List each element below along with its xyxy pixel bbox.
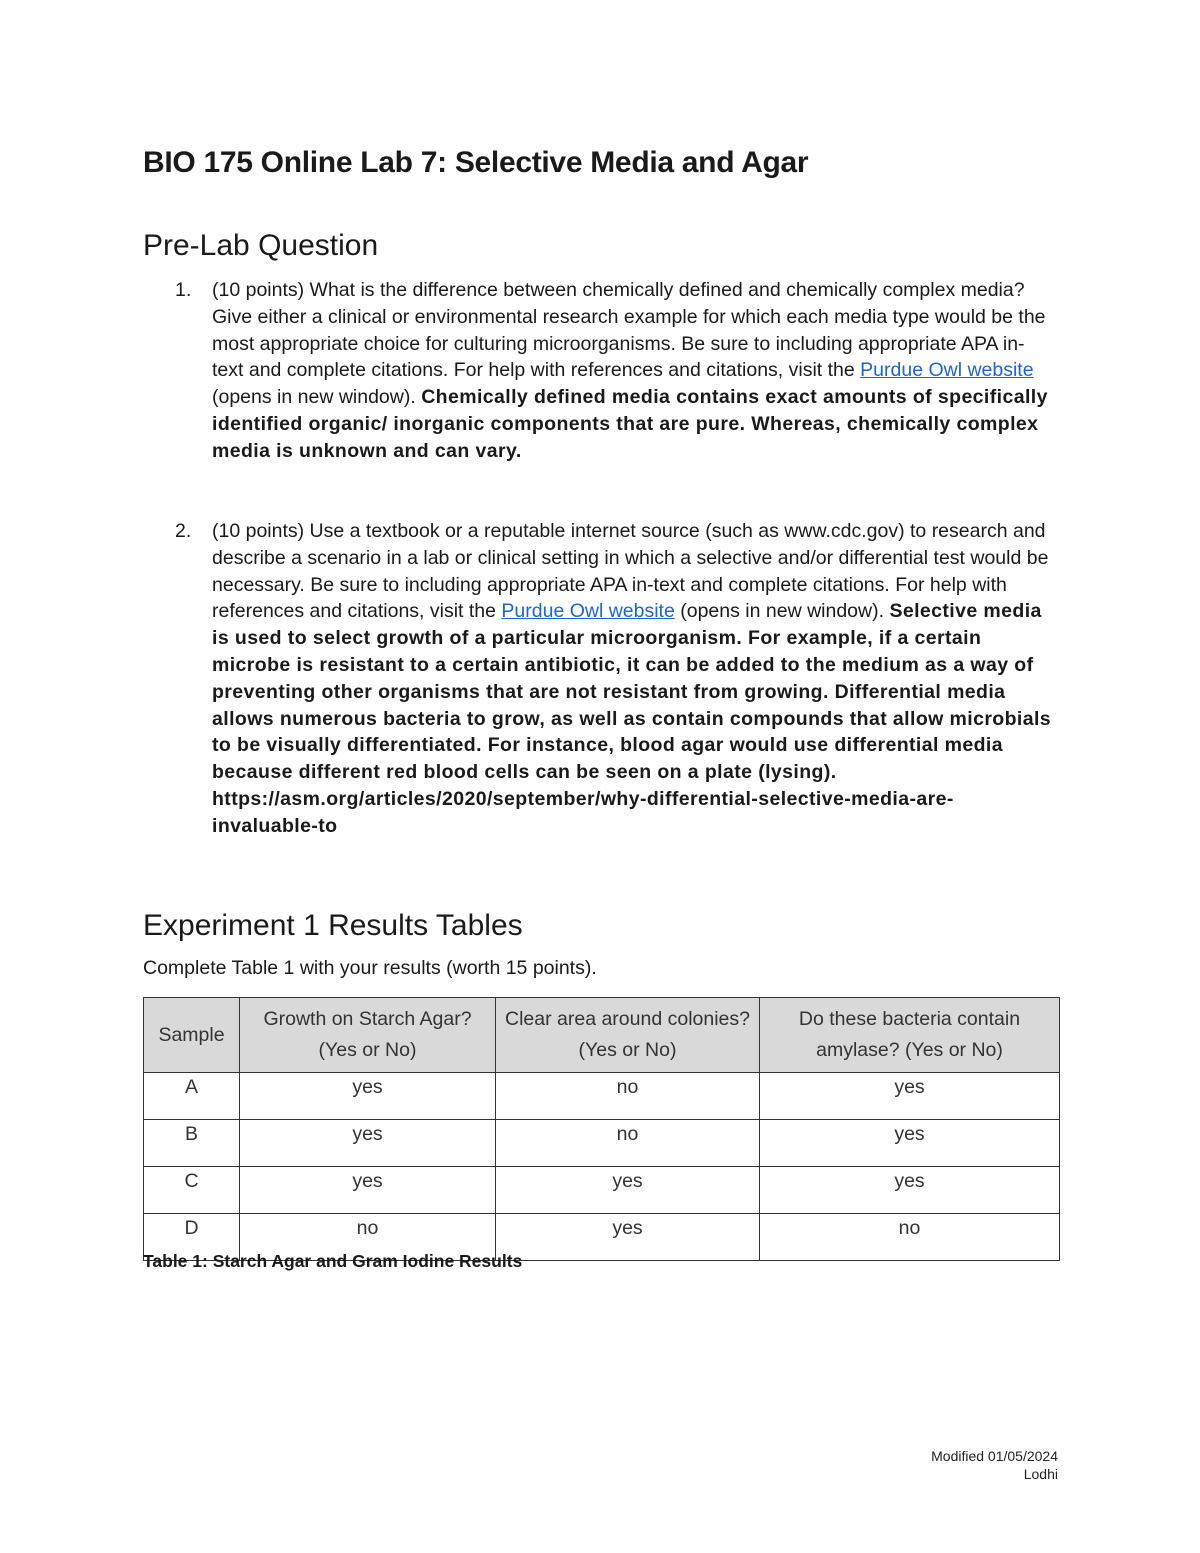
- question-1-answer: Chemically defined media contains exact amounts of specifically identified organic/ inorganic components that are pure. Whereas, chemically complex media is unknown and can vary.: [212, 386, 1048, 462]
- table-cell: no: [496, 1073, 760, 1120]
- question-1-link-note: (opens in new window).: [212, 386, 422, 409]
- header-growth: Growth on Starch Agar? (Yes or No): [240, 998, 496, 1073]
- header-amylase: Do these bacteria contain amylase? (Yes or No): [760, 998, 1060, 1073]
- question-1-body: [212, 277, 1052, 465]
- question-1-number: 1.: [175, 279, 192, 301]
- question-2-link-note: (opens in new window).: [674, 600, 890, 623]
- table-cell: C: [144, 1167, 240, 1214]
- table-cell: no: [496, 1120, 760, 1167]
- table-cell: yes: [496, 1167, 760, 1214]
- page-footer: [931, 1447, 1058, 1483]
- table-cell: yes: [240, 1073, 496, 1120]
- question-2-number: 2.: [175, 520, 192, 542]
- purdue-owl-link-2[interactable]: Purdue Owl website: [501, 600, 675, 623]
- experiment-heading: Experiment 1 Results Tables: [143, 909, 523, 942]
- table-cell: yes: [760, 1167, 1060, 1214]
- prelab-heading: Pre-Lab Question: [143, 229, 379, 262]
- header-sample: Sample: [144, 998, 240, 1073]
- table-cell: yes: [240, 1167, 496, 1214]
- table-row: [144, 1120, 1060, 1167]
- table-cell: B: [144, 1120, 240, 1167]
- page-title: BIO 175 Online Lab 7: Selective Media and Agar: [143, 146, 809, 179]
- header-clear-area: Clear area around colonies? (Yes or No): [496, 998, 760, 1073]
- results-table: [143, 997, 1060, 1261]
- table-row: [144, 1073, 1060, 1120]
- question-2-body: [212, 518, 1052, 840]
- table-cell: yes: [496, 1214, 760, 1261]
- table-row: [144, 1167, 1060, 1214]
- question-1-prompt: (10 points) What is the difference between chemically defined and chemically complex media? Give either a clinical or environmental research example for which each media type would be the most appropriate choice for culturing microorganisms. Be sure to including appropriate APA in-text and complete citations. For help with references and citations, visit the: [212, 279, 1046, 382]
- author-name: Lodhi: [1023, 1466, 1058, 1482]
- table-cell: yes: [760, 1120, 1060, 1167]
- table-cell: D: [144, 1214, 240, 1261]
- table-cell: A: [144, 1073, 240, 1120]
- question-2-prompt: (10 points) Use a textbook or a reputable internet source (such as www.cdc.gov) to research and describe a scenario in a lab or clinical setting in which a selective and/or differential test would be necessary. Be sure to including appropriate APA in-text and complete citations. For help with references and citations, visit the: [212, 520, 1049, 623]
- table-caption: Table 1: Starch Agar and Gram Iodine Results: [143, 1251, 523, 1271]
- table-cell: no: [240, 1214, 496, 1261]
- table-header-row: [144, 998, 1060, 1073]
- question-2-answer: Selective media is used to select growth of a particular microorganism. For example, if a certain microbe is resistant to a certain antibiotic, it can be added to the medium as a way of preventing other organisms that are not resistant from growing. Differential media allows numerous bacteria to grow, as well as contain compounds that allow microbials to be visually differentiated. For instance, blood agar would use differential media because different red blood cells can be seen on a plate (lysing). https://asm.org/articles/2020/september/why-differential-selective-media-are-invaluable-to: [212, 600, 1052, 837]
- experiment-intro: Complete Table 1 with your results (worth 15 points).: [143, 957, 597, 979]
- table-cell: no: [760, 1214, 1060, 1261]
- modified-date: Modified 01/05/2024: [931, 1448, 1058, 1464]
- purdue-owl-link-1[interactable]: Purdue Owl website: [860, 359, 1034, 382]
- table-cell: yes: [760, 1073, 1060, 1120]
- table-cell: yes: [240, 1120, 496, 1167]
